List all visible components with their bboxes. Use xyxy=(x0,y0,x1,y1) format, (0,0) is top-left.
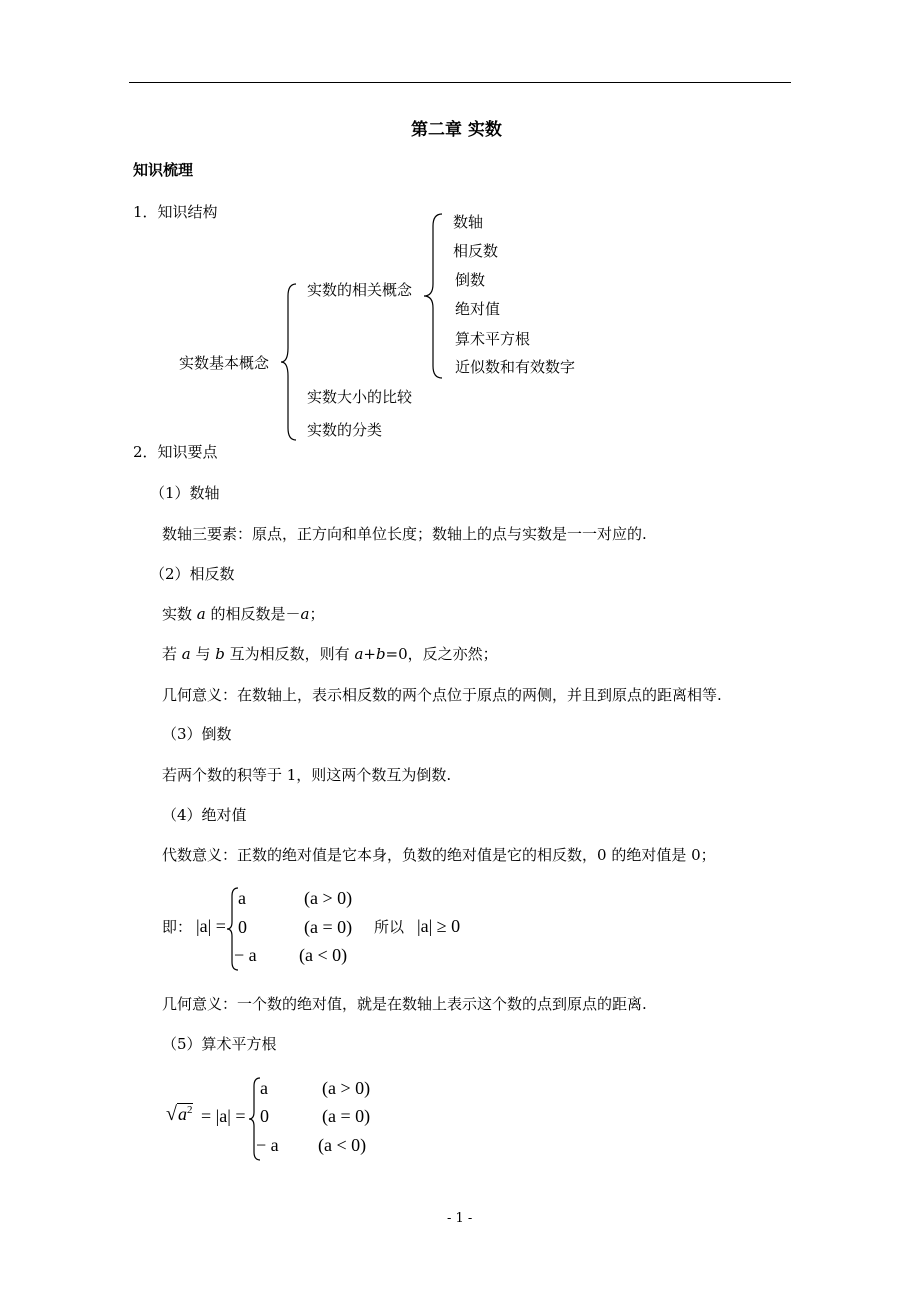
absolute-case-2-value: 0 xyxy=(238,917,247,937)
leaf-square-root: 算术平方根 xyxy=(455,330,531,348)
sqrt-case-2-condition: (a = 0) xyxy=(322,1106,371,1126)
absolute-case-3-condition: (a < 0) xyxy=(299,945,348,965)
branch-related-concepts: 实数的相关概念 xyxy=(307,281,413,299)
sqrt-case-1-condition: (a > 0) xyxy=(322,1078,371,1098)
number-line-heading: （1）数轴 xyxy=(150,484,220,502)
absolute-heading: （4）绝对值 xyxy=(162,806,247,824)
page-title: 第二章 实数 xyxy=(411,120,502,140)
structure-heading: 1．知识结构 xyxy=(133,203,218,221)
absolute-geometric: 几何意义：一个数的绝对值，就是在数轴上表示这个数的点到原点的距离. xyxy=(162,995,647,1013)
sqrt-case-3-condition: (a < 0) xyxy=(318,1135,367,1155)
section-heading: 知识梳理 xyxy=(133,161,194,179)
opposite-line-2: 若 a 与 b 互为相反数，则有 a+b=0，反之亦然； xyxy=(162,645,498,663)
sqrt-case-2-value: 0 xyxy=(260,1106,269,1126)
tree-root: 实数基本概念 xyxy=(179,354,270,372)
branch-classify: 实数的分类 xyxy=(307,421,383,439)
sqrt-heading: （5）算术平方根 xyxy=(162,1035,277,1053)
sqrt-expression xyxy=(166,1104,193,1124)
leaf-number-line: 数轴 xyxy=(453,213,484,231)
absolute-case-2-condition: (a = 0) xyxy=(304,917,353,937)
leaf-approximation: 近似数和有效数字 xyxy=(455,358,576,376)
absolute-lhs: |a| = xyxy=(196,916,226,936)
root-brace xyxy=(280,282,300,444)
sqrt-radicand: a xyxy=(177,1104,187,1124)
radical-sign: √ xyxy=(166,1103,177,1125)
absolute-case-1-condition: (a > 0) xyxy=(304,888,353,908)
absolute-prefix: 即： xyxy=(162,918,193,936)
sqrt-equals: = |a| = xyxy=(201,1106,246,1126)
leaf-reciprocal: 倒数 xyxy=(455,271,486,289)
absolute-case-3-value: − a xyxy=(234,945,257,965)
sqrt-case-1-value: a xyxy=(260,1078,268,1098)
absolute-algebraic: 代数意义：正数的绝对值是它本身，负数的绝对值是它的相反数，0 的绝对值是 0； xyxy=(162,846,716,864)
opposite-geometric: 几何意义：在数轴上，表示相反数的两个点位于原点的两侧，并且到原点的距离相等. xyxy=(162,686,722,704)
page-number: - 1 - xyxy=(447,1211,473,1226)
points-heading: 2．知识要点 xyxy=(133,443,218,461)
opposite-line-1: 实数 a 的相反数是－a； xyxy=(162,605,325,623)
header-rule xyxy=(129,82,791,83)
absolute-case-1-value: a xyxy=(238,888,246,908)
number-line-text: 数轴三要素：原点，正方向和单位长度；数轴上的点与实数是一一对应的. xyxy=(162,525,647,543)
leaf-opposite: 相反数 xyxy=(453,242,499,260)
reciprocal-heading: （3）倒数 xyxy=(162,725,232,743)
sqrt-exponent: 2 xyxy=(186,1104,193,1116)
reciprocal-text: 若两个数的积等于 1，则这两个数互为倒数. xyxy=(162,766,452,784)
leaf-absolute-value: 绝对值 xyxy=(455,300,501,318)
concepts-brace xyxy=(422,212,446,380)
sqrt-case-3-value: − a xyxy=(256,1135,279,1155)
absolute-so: 所以 xyxy=(374,918,405,936)
opposite-heading: （2）相反数 xyxy=(150,565,235,583)
branch-compare: 实数大小的比较 xyxy=(307,388,413,406)
absolute-conclusion: |a| ≥ 0 xyxy=(417,916,461,936)
